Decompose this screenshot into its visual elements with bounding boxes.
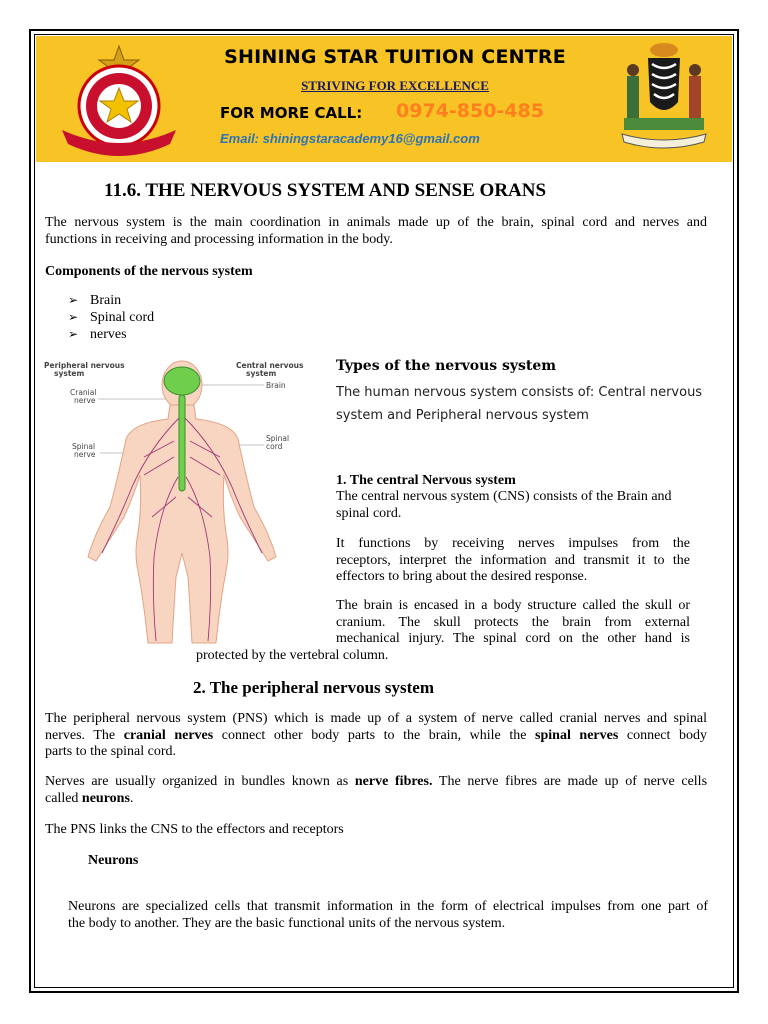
nervous-system-diagram bbox=[40, 357, 324, 645]
label-spinal-cord: Spinal bbox=[266, 434, 290, 443]
arrow-bullet-icon: ➢ bbox=[68, 310, 79, 324]
label-cns: Central nervous bbox=[236, 361, 304, 370]
cns-paragraph-3: The brain is encased in a body structure called the skull or cranium. The skull protects the brain from external mechanical injury. The spinal cord on the other hand is bbox=[336, 598, 690, 646]
svg-text:nerve: nerve bbox=[74, 396, 96, 405]
arrow-bullet-icon: ➢ bbox=[68, 327, 79, 341]
phone-number[interactable]: 0974-850-485 bbox=[396, 100, 544, 122]
pns-paragraph-1: The peripheral nervous system (PNS) which is made up of a system of nerve called cranial nerves and spinal nerves. The cranial nerves connect other body parts to the brain, while the spinal nerves connect body parts to the spinal cord. bbox=[45, 711, 707, 759]
svg-text:cord: cord bbox=[266, 442, 283, 451]
list-item: ➢ nerves bbox=[68, 327, 127, 342]
call-label: FOR MORE CALL: bbox=[220, 104, 363, 122]
svg-text:nerve: nerve bbox=[74, 450, 96, 459]
cns-paragraph-1: The central nervous system (CNS) consists of the Brain and spinal cord. bbox=[336, 489, 672, 521]
components-list bbox=[68, 292, 154, 343]
coat-of-arms bbox=[618, 38, 710, 150]
pns-paragraph-3: The PNS links the CNS to the effectors and receptors bbox=[45, 822, 344, 837]
label-spinal-nerve: Spinal bbox=[72, 442, 96, 451]
neurons-heading: Neurons bbox=[88, 853, 139, 868]
components-heading: Components of the nervous system bbox=[45, 264, 253, 279]
cns-paragraph-3-end: protected by the vertebral column. bbox=[196, 648, 389, 663]
pns-heading: 2. The peripheral nervous system bbox=[193, 678, 434, 697]
centre-motto: STRIVING FOR EXCELLENCE bbox=[301, 78, 489, 93]
school-logo bbox=[54, 44, 184, 156]
svg-text:system: system bbox=[246, 369, 277, 378]
label-brain: Brain bbox=[266, 381, 286, 390]
list-item: ➢ Brain bbox=[68, 293, 122, 308]
centre-title: SHINING STAR TUITION CENTRE bbox=[224, 46, 566, 68]
page-title: 11.6. THE NERVOUS SYSTEM AND SENSE ORANS bbox=[104, 180, 547, 201]
cns-paragraph-2: It functions by receiving nerves impulses from the receptors, interpret the information and transmit it to the effectors to bring about the desired response. bbox=[336, 536, 690, 584]
types-paragraph: The human nervous system consists of: Central nervous system and Peripheral nervous system bbox=[336, 385, 703, 423]
pns-paragraph-2: Nerves are usually organized in bundles known as nerve fibres. The nerve fibres are made up of nerve cells called neurons. bbox=[45, 774, 708, 806]
label-pns: Peripheral nervous bbox=[44, 361, 125, 370]
label-cranial: Cranial bbox=[70, 388, 97, 397]
email-address[interactable]: Email: shiningstaracademy16@gmail.com bbox=[220, 131, 480, 146]
cns-heading: 1. The central Nervous system bbox=[336, 473, 516, 488]
list-item: ➢ Spinal cord bbox=[68, 310, 155, 325]
arrow-bullet-icon: ➢ bbox=[68, 293, 79, 307]
svg-text:system: system bbox=[54, 369, 85, 378]
neurons-paragraph: Neurons are specialized cells that transmit information in the form of electrical impulses from one part of the body to another. They are the basic functional units of the nervous system. bbox=[68, 899, 708, 931]
intro-paragraph: The nervous system is the main coordination in animals made up of the brain, spinal cord and nerves and functions in receiving and processing information in the body. bbox=[45, 215, 707, 247]
types-heading: Types of the nervous system bbox=[336, 358, 557, 374]
